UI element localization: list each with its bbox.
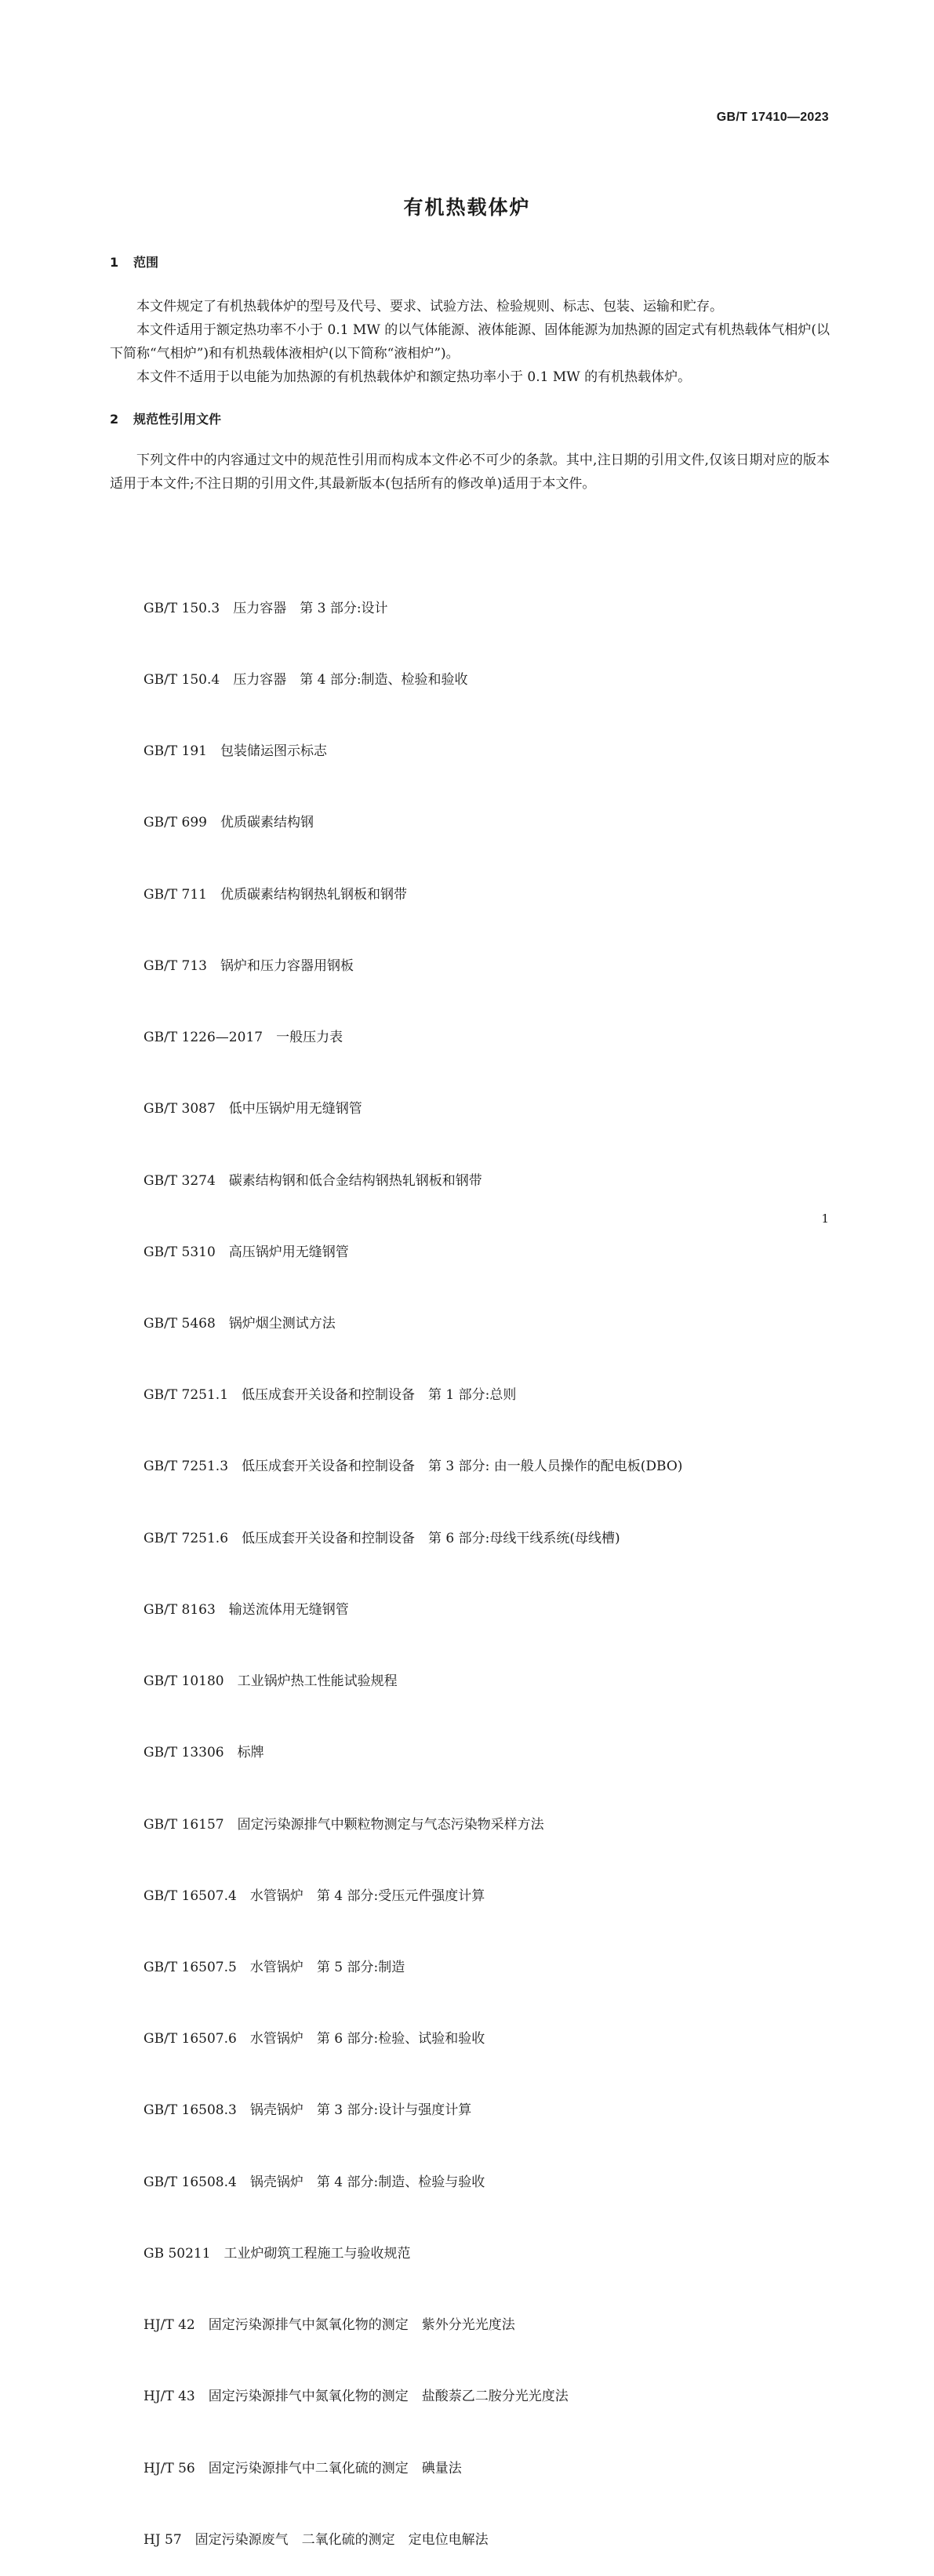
reference-item: GB/T 699 优质碳素结构钢 [144, 815, 314, 831]
section-1-title: 范围 [133, 255, 159, 270]
reference-item: GB/T 5468 锅炉烟尘测试方法 [144, 1316, 336, 1332]
reference-item: GB/T 16508.4 锅壳锅炉 第 4 部分:制造、检验与验收 [144, 2174, 485, 2190]
reference-item: GB/T 16507.5 水管锅炉 第 5 部分:制造 [144, 1959, 405, 1975]
reference-item: GB/T 191 包装储运图示标志 [144, 743, 327, 760]
section-1-paragraph: 本文件适用于额定热功率不小于 0.1 MW 的以气体能源、液体能源、固体能源为加热源的固定式有机热载体气相炉(以下简称“气相炉”)和有机热载体液相炉(以下简称“液相炉”)。 [110, 322, 830, 362]
section-2-title: 规范性引用文件 [133, 412, 222, 427]
section-2-heading [110, 409, 221, 427]
reference-item: GB/T 1226—2017 一般压力表 [144, 1030, 343, 1046]
section-2-intro-paragraph: 下列文件中的内容通过文中的规范性引用而构成本文件必不可少的条款。其中,注日期的引用文件,仅该日期对应的版本适用于本文件;不注日期的引用文件,其最新版本(包括所有的修改单)适用于本文件。 [110, 452, 830, 492]
section-2-number: 2 [110, 412, 119, 427]
reference-item: HJ 57 固定污染源废气 二氧化硫的测定 定电位电解法 [144, 2531, 489, 2548]
reference-item: GB/T 16507.6 水管锅炉 第 6 部分:检验、试验和验收 [144, 2031, 485, 2047]
reference-item: HJ/T 56 固定污染源排气中二氧化硫的测定 碘量法 [144, 2460, 462, 2476]
reference-item: GB/T 3274 碳素结构钢和低合金结构钢热轧钢板和钢带 [144, 1172, 482, 1189]
reference-item: GB/T 150.3 压力容器 第 3 部分:设计 [144, 600, 388, 616]
section-1-paragraph: 本文件规定了有机热载体炉的型号及代号、要求、试验方法、检验规则、标志、包装、运输和贮存。 [136, 299, 723, 314]
reference-item: GB 50211 工业炉砌筑工程施工与验收规范 [144, 2245, 411, 2262]
normative-references-list [144, 549, 682, 2576]
section-1-body [110, 295, 830, 389]
reference-item: GB/T 7251.1 低压成套开关设备和控制设备 第 1 部分:总则 [144, 1387, 517, 1404]
page-number: 1 [821, 1212, 829, 1226]
section-1-paragraph: 本文件不适用于以电能为加热源的有机热载体炉和额定热功率小于 0.1 MW 的有机热载体炉。 [136, 369, 692, 385]
reference-item: GB/T 711 优质碳素结构钢热轧钢板和钢带 [144, 886, 407, 903]
section-2-intro [110, 449, 830, 496]
reference-item: GB/T 713 锅炉和压力容器用钢板 [144, 957, 354, 974]
reference-item: GB/T 5310 高压锅炉用无缝钢管 [144, 1244, 349, 1260]
reference-item: GB/T 13306 标牌 [144, 1745, 264, 1761]
reference-item: HJ/T 43 固定污染源排气中氮氧化物的测定 盐酸萘乙二胺分光光度法 [144, 2389, 569, 2405]
reference-item: HJ/T 42 固定污染源排气中氮氧化物的测定 紫外分光光度法 [144, 2317, 515, 2334]
reference-item: GB/T 7251.3 低压成套开关设备和控制设备 第 3 部分: 由一般人员操作的配电板(DBO) [144, 1459, 683, 1475]
section-1-heading [110, 253, 158, 271]
reference-item: GB/T 16507.4 水管锅炉 第 4 部分:受压元件强度计算 [144, 1887, 485, 1904]
reference-item: GB/T 7251.6 低压成套开关设备和控制设备 第 6 部分:母线干线系统(母线槽) [144, 1530, 620, 1546]
reference-item: GB/T 16508.3 锅壳锅炉 第 3 部分:设计与强度计算 [144, 2102, 472, 2119]
reference-item: GB/T 16157 固定污染源排气中颗粒物测定与气态污染物采样方法 [144, 1816, 544, 1833]
section-1-number: 1 [110, 255, 119, 270]
reference-item: GB/T 150.4 压力容器 第 4 部分:制造、检验和验收 [144, 672, 468, 689]
reference-item: GB/T 3087 低中压锅炉用无缝钢管 [144, 1101, 362, 1117]
reference-item: GB/T 10180 工业锅炉热工性能试验规程 [144, 1673, 398, 1690]
document-title: 有机热载体炉 [403, 196, 531, 219]
standard-number: GB/T 17410—2023 [716, 111, 829, 124]
reference-item: GB/T 8163 输送流体用无缝钢管 [144, 1601, 349, 1618]
